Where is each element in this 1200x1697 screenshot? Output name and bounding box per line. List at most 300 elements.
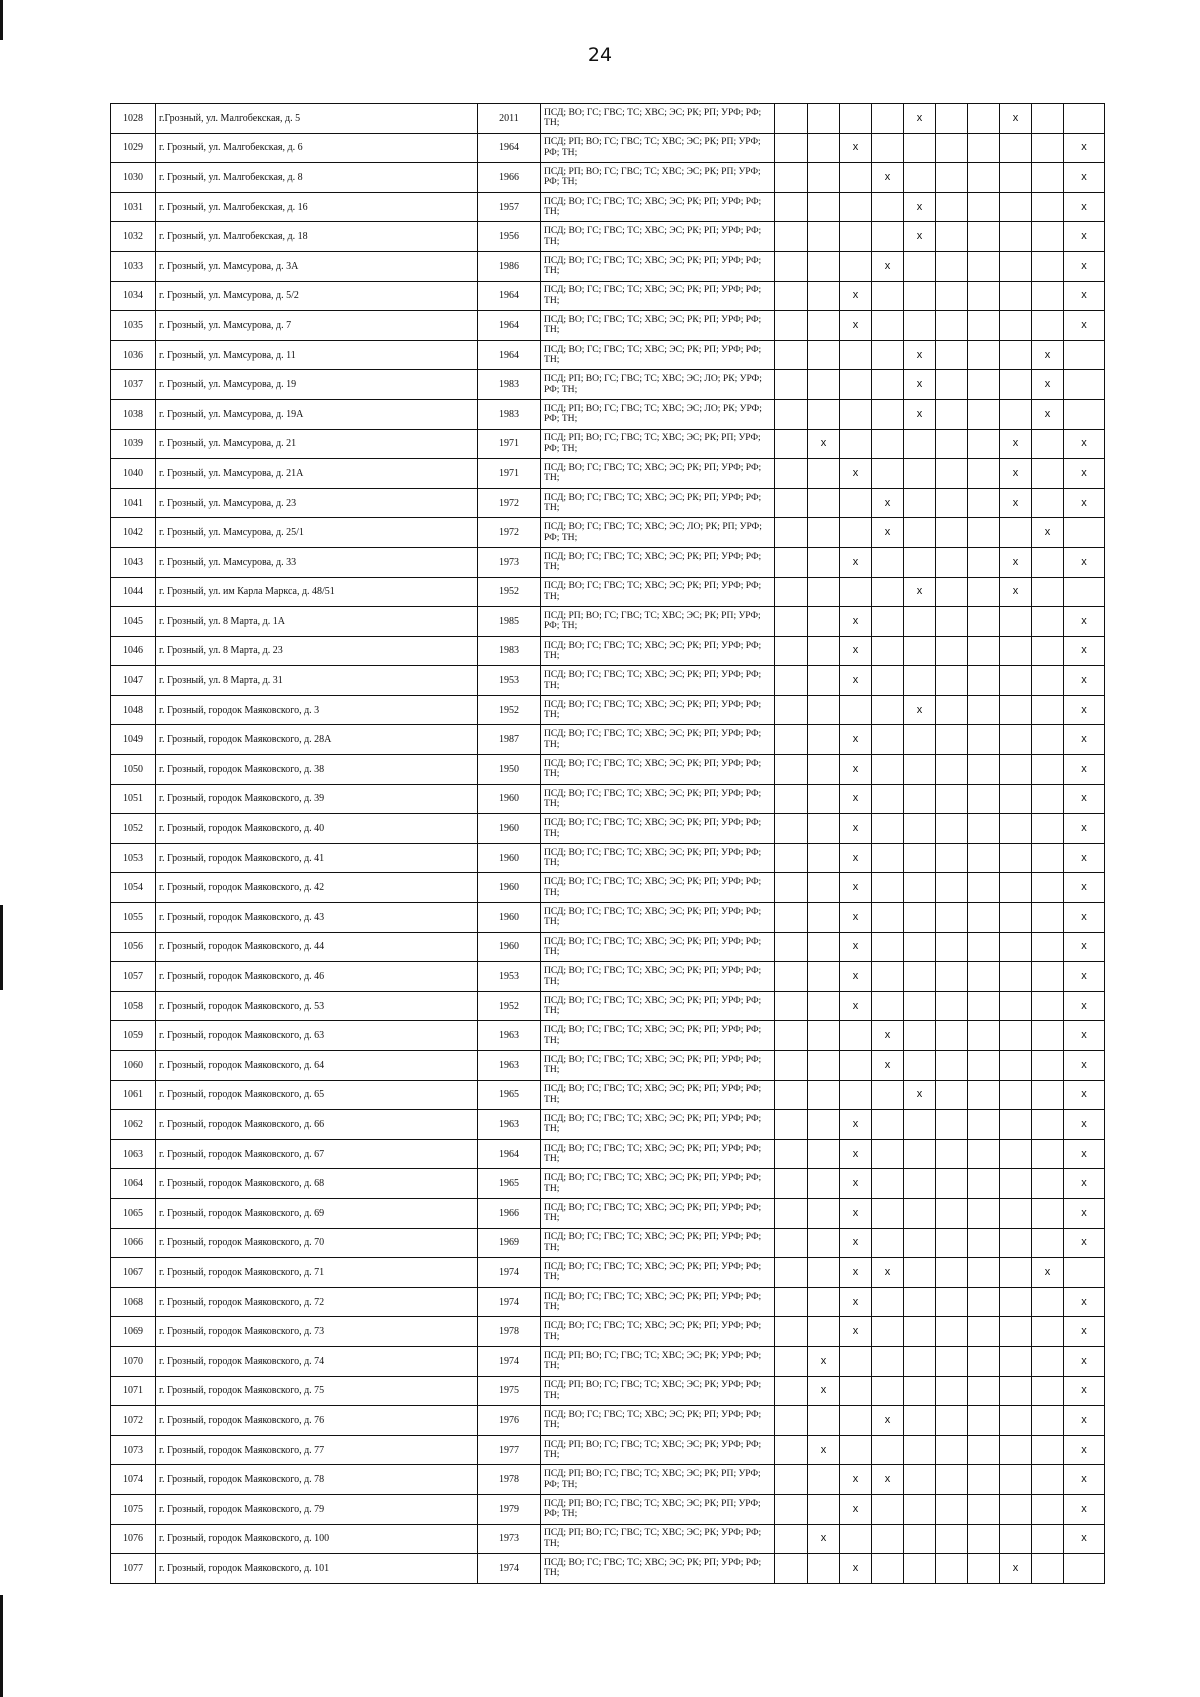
works-cell: ПСД; ВО; ГС; ГВС; ТС; ХВС; ЭС; РК; РП; УРФ; РФ; ТН; (541, 903, 775, 933)
mark-cell: x (1064, 251, 1105, 281)
mark-cell: x (1064, 1465, 1105, 1495)
table-row (111, 1258, 1105, 1288)
year-cell: 1957 (478, 192, 541, 222)
mark-cell (808, 1317, 840, 1347)
address-cell: г. Грозный, ул. Мамсурова, д. 25/1 (156, 518, 478, 548)
mark-cell (936, 311, 968, 341)
mark-cell (840, 695, 872, 725)
works-cell: ПСД; ВО; ГС; ГВС; ТС; ХВС; ЭС; РК; РП; УРФ; РФ; ТН; (541, 962, 775, 992)
mark-cell (1000, 399, 1032, 429)
mark-cell (904, 1139, 936, 1169)
mark-cell (968, 784, 1000, 814)
table-row (111, 1228, 1105, 1258)
mark-cell (936, 1021, 968, 1051)
mark-cell (968, 1051, 1000, 1081)
mark-cell: x (1064, 725, 1105, 755)
mark-cell (808, 1021, 840, 1051)
mark-cell (1032, 932, 1064, 962)
mark-cell (840, 1406, 872, 1436)
mark-cell (1000, 962, 1032, 992)
row-number-cell: 1038 (111, 399, 156, 429)
works-cell: ПСД; РП; ВО; ГС; ГВС; ТС; ХВС; ЭС; РК; УРФ; РФ; ТН; (541, 1346, 775, 1376)
mark-cell (968, 1198, 1000, 1228)
address-cell: г. Грозный, ул. Малгобекская, д. 18 (156, 222, 478, 252)
mark-cell (936, 1346, 968, 1376)
year-cell: 1964 (478, 340, 541, 370)
year-cell: 1971 (478, 429, 541, 459)
mark-cell (872, 399, 904, 429)
mark-cell (968, 1317, 1000, 1347)
mark-cell (872, 1524, 904, 1554)
works-cell: ПСД; ВО; ГС; ГВС; ТС; ХВС; ЭС; РК; РП; УРФ; РФ; ТН; (541, 1554, 775, 1584)
mark-cell (968, 547, 1000, 577)
mark-cell: x (1000, 547, 1032, 577)
mark-cell (872, 1376, 904, 1406)
row-number-cell: 1070 (111, 1346, 156, 1376)
mark-cell (1000, 932, 1032, 962)
year-cell: 1965 (478, 1080, 541, 1110)
mark-cell (808, 104, 840, 134)
table-row (111, 1554, 1105, 1584)
mark-cell (1064, 370, 1105, 400)
address-cell: г. Грозный, городок Маяковского, д. 74 (156, 1346, 478, 1376)
mark-cell (775, 488, 808, 518)
mark-cell: x (1064, 962, 1105, 992)
row-number-cell: 1077 (111, 1554, 156, 1584)
mark-cell (808, 281, 840, 311)
works-cell: ПСД; ВО; ГС; ГВС; ТС; ХВС; ЭС; РК; РП; УРФ; РФ; ТН; (541, 281, 775, 311)
row-number-cell: 1042 (111, 518, 156, 548)
scan-edge-top (0, 0, 3, 40)
mark-cell (936, 1465, 968, 1495)
mark-cell (872, 340, 904, 370)
mark-cell (872, 459, 904, 489)
table-row (111, 577, 1105, 607)
mark-cell (968, 755, 1000, 785)
mark-cell: x (840, 281, 872, 311)
table-row (111, 1465, 1105, 1495)
mark-cell: x (1064, 459, 1105, 489)
mark-cell: x (1064, 755, 1105, 785)
mark-cell (936, 962, 968, 992)
row-number-cell: 1039 (111, 429, 156, 459)
mark-cell (808, 666, 840, 696)
mark-cell: x (840, 991, 872, 1021)
mark-cell (872, 577, 904, 607)
works-cell: ПСД; ВО; ГС; ГВС; ТС; ХВС; ЭС; РК; РП; УРФ; РФ; ТН; (541, 1317, 775, 1347)
address-cell: г. Грозный, городок Маяковского, д. 42 (156, 873, 478, 903)
mark-cell (872, 932, 904, 962)
works-cell: ПСД; ВО; ГС; ГВС; ТС; ХВС; ЭС; РК; РП; УРФ; РФ; ТН; (541, 1021, 775, 1051)
year-cell: 1985 (478, 607, 541, 637)
mark-cell (1032, 1346, 1064, 1376)
table-row (111, 192, 1105, 222)
mark-cell (1032, 784, 1064, 814)
mark-cell (808, 725, 840, 755)
year-cell: 1956 (478, 222, 541, 252)
mark-cell (872, 281, 904, 311)
mark-cell (904, 607, 936, 637)
mark-cell (872, 666, 904, 696)
address-cell: г. Грозный, городок Маяковского, д. 73 (156, 1317, 478, 1347)
row-number-cell: 1036 (111, 340, 156, 370)
mark-cell: x (840, 1317, 872, 1347)
address-cell: г. Грозный, ул. Мамсурова, д. 33 (156, 547, 478, 577)
mark-cell (904, 1317, 936, 1347)
mark-cell: x (1064, 1198, 1105, 1228)
mark-cell (1000, 755, 1032, 785)
mark-cell (808, 1198, 840, 1228)
mark-cell: x (872, 1406, 904, 1436)
address-cell: г. Грозный, городок Маяковского, д. 70 (156, 1228, 478, 1258)
row-number-cell: 1075 (111, 1494, 156, 1524)
address-cell: г. Грозный, городок Маяковского, д. 40 (156, 814, 478, 844)
mark-cell: x (1064, 1139, 1105, 1169)
mark-cell: x (1064, 488, 1105, 518)
table-row (111, 133, 1105, 163)
mark-cell (968, 962, 1000, 992)
mark-cell (775, 222, 808, 252)
mark-cell (872, 1228, 904, 1258)
mark-cell: x (1064, 695, 1105, 725)
address-cell: г. Грозный, ул. Мамсурова, д. 3А (156, 251, 478, 281)
mark-cell (1000, 1258, 1032, 1288)
mark-cell: x (1032, 399, 1064, 429)
mark-cell (904, 903, 936, 933)
mark-cell (936, 222, 968, 252)
mark-cell (1000, 340, 1032, 370)
mark-cell: x (1064, 311, 1105, 341)
address-cell: г. Грозный, городок Маяковского, д. 63 (156, 1021, 478, 1051)
mark-cell (808, 636, 840, 666)
mark-cell: x (840, 1554, 872, 1584)
year-cell: 1978 (478, 1465, 541, 1495)
row-number-cell: 1065 (111, 1198, 156, 1228)
address-cell: г. Грозный, городок Маяковского, д. 39 (156, 784, 478, 814)
mark-cell (936, 370, 968, 400)
row-number-cell: 1060 (111, 1051, 156, 1081)
mark-cell (775, 547, 808, 577)
mark-cell (1032, 1494, 1064, 1524)
mark-cell: x (1064, 547, 1105, 577)
mark-cell (1000, 518, 1032, 548)
address-cell: г. Грозный, городок Маяковского, д. 44 (156, 932, 478, 962)
table-row (111, 340, 1105, 370)
mark-cell (1064, 1258, 1105, 1288)
mark-cell (775, 1465, 808, 1495)
mark-cell: x (840, 1494, 872, 1524)
mark-cell (1000, 1198, 1032, 1228)
year-cell: 1987 (478, 725, 541, 755)
mark-cell: x (1000, 577, 1032, 607)
row-number-cell: 1035 (111, 311, 156, 341)
mark-cell (904, 932, 936, 962)
mark-cell (1032, 1435, 1064, 1465)
mark-cell (1032, 843, 1064, 873)
mark-cell (936, 340, 968, 370)
mark-cell (1032, 1406, 1064, 1436)
address-cell: г. Грозный, городок Маяковского, д. 68 (156, 1169, 478, 1199)
mark-cell (775, 1258, 808, 1288)
mark-cell (775, 725, 808, 755)
mark-cell (808, 814, 840, 844)
row-number-cell: 1062 (111, 1110, 156, 1140)
mark-cell (1000, 1228, 1032, 1258)
mark-cell (904, 991, 936, 1021)
mark-cell (872, 1554, 904, 1584)
works-cell: ПСД; ВО; ГС; ГВС; ТС; ХВС; ЭС; РК; РП; УРФ; РФ; ТН; (541, 814, 775, 844)
mark-cell (936, 488, 968, 518)
mark-cell (1032, 962, 1064, 992)
mark-cell (808, 1139, 840, 1169)
mark-cell (872, 725, 904, 755)
row-number-cell: 1046 (111, 636, 156, 666)
mark-cell (968, 903, 1000, 933)
year-cell: 1953 (478, 666, 541, 696)
works-cell: ПСД; ВО; ГС; ГВС; ТС; ХВС; ЭС; РК; РП; УРФ; РФ; ТН; (541, 695, 775, 725)
mark-cell (808, 873, 840, 903)
mark-cell (808, 903, 840, 933)
mark-cell: x (1032, 370, 1064, 400)
address-cell: г. Грозный, ул. Мамсурова, д. 19 (156, 370, 478, 400)
mark-cell (904, 281, 936, 311)
works-cell: ПСД; ВО; ГС; ГВС; ТС; ХВС; ЭС; РК; РП; УРФ; РФ; ТН; (541, 192, 775, 222)
mark-cell (904, 459, 936, 489)
mark-cell (1000, 251, 1032, 281)
mark-cell (775, 1139, 808, 1169)
mark-cell (872, 133, 904, 163)
mark-cell (1032, 222, 1064, 252)
mark-cell (968, 104, 1000, 134)
mark-cell (904, 1110, 936, 1140)
mark-cell (904, 1376, 936, 1406)
table-row (111, 962, 1105, 992)
mark-cell (872, 1198, 904, 1228)
mark-cell (808, 518, 840, 548)
mark-cell (1032, 1198, 1064, 1228)
mark-cell (840, 399, 872, 429)
mark-cell (1064, 340, 1105, 370)
row-number-cell: 1045 (111, 607, 156, 637)
mark-cell (1032, 1021, 1064, 1051)
year-cell: 1983 (478, 399, 541, 429)
row-number-cell: 1029 (111, 133, 156, 163)
mark-cell (872, 222, 904, 252)
mark-cell (1000, 192, 1032, 222)
row-number-cell: 1049 (111, 725, 156, 755)
mark-cell (1000, 1051, 1032, 1081)
row-number-cell: 1041 (111, 488, 156, 518)
table-row (111, 1406, 1105, 1436)
works-cell: ПСД; ВО; ГС; ГВС; ТС; ХВС; ЭС; РК; РП; УРФ; РФ; ТН; (541, 1287, 775, 1317)
row-number-cell: 1064 (111, 1169, 156, 1199)
mark-cell: x (1064, 281, 1105, 311)
mark-cell: x (808, 1346, 840, 1376)
year-cell: 1950 (478, 755, 541, 785)
mark-cell (808, 222, 840, 252)
mark-cell (840, 1435, 872, 1465)
mark-cell: x (840, 636, 872, 666)
mark-cell (904, 843, 936, 873)
mark-cell: x (904, 370, 936, 400)
address-cell: г. Грозный, ул. им Карла Маркса, д. 48/51 (156, 577, 478, 607)
works-cell: ПСД; ВО; ГС; ГВС; ТС; ХВС; ЭС; РК; РП; УРФ; РФ; ТН; (541, 1110, 775, 1140)
mark-cell (840, 222, 872, 252)
mark-cell (904, 1169, 936, 1199)
works-cell: ПСД; ВО; ГС; ГВС; ТС; ХВС; ЭС; РК; РП; УРФ; РФ; ТН; (541, 547, 775, 577)
mark-cell (936, 784, 968, 814)
mark-cell (904, 1228, 936, 1258)
row-number-cell: 1044 (111, 577, 156, 607)
mark-cell (904, 725, 936, 755)
table-row (111, 1139, 1105, 1169)
page-number: 24 (587, 44, 613, 66)
mark-cell: x (872, 251, 904, 281)
mark-cell (808, 1258, 840, 1288)
mark-cell: x (904, 222, 936, 252)
address-cell: г. Грозный, городок Маяковского, д. 28А (156, 725, 478, 755)
mark-cell (936, 163, 968, 193)
mark-cell: x (872, 518, 904, 548)
mark-cell (1032, 873, 1064, 903)
mark-cell (1032, 666, 1064, 696)
address-cell: г. Грозный, ул. Мамсурова, д. 21 (156, 429, 478, 459)
mark-cell (840, 1346, 872, 1376)
mark-cell (1032, 814, 1064, 844)
works-cell: ПСД; ВО; ГС; ГВС; ТС; ХВС; ЭС; РК; РП; УРФ; РФ; ТН; (541, 1406, 775, 1436)
mark-cell (904, 1435, 936, 1465)
mark-cell (1032, 133, 1064, 163)
year-cell: 1960 (478, 784, 541, 814)
mark-cell: x (1000, 488, 1032, 518)
mark-cell: x (1064, 1406, 1105, 1436)
mark-cell (904, 163, 936, 193)
table-row (111, 281, 1105, 311)
year-cell: 1972 (478, 488, 541, 518)
mark-cell (968, 873, 1000, 903)
mark-cell (904, 1524, 936, 1554)
mark-cell (1000, 1080, 1032, 1110)
mark-cell: x (1064, 1376, 1105, 1406)
mark-cell (1032, 459, 1064, 489)
mark-cell (936, 251, 968, 281)
mark-cell (808, 607, 840, 637)
table-row (111, 666, 1105, 696)
mark-cell (936, 1406, 968, 1436)
row-number-cell: 1032 (111, 222, 156, 252)
mark-cell (936, 1080, 968, 1110)
mark-cell: x (840, 133, 872, 163)
mark-cell: x (1032, 518, 1064, 548)
mark-cell (936, 577, 968, 607)
mark-cell (775, 459, 808, 489)
mark-cell: x (1000, 459, 1032, 489)
mark-cell (1032, 1465, 1064, 1495)
mark-cell (936, 1376, 968, 1406)
works-cell: ПСД; ВО; ГС; ГВС; ТС; ХВС; ЭС; РК; РП; УРФ; РФ; ТН; (541, 725, 775, 755)
mark-cell (840, 577, 872, 607)
row-number-cell: 1031 (111, 192, 156, 222)
mark-cell: x (872, 163, 904, 193)
mark-cell (808, 370, 840, 400)
table-row (111, 1110, 1105, 1140)
mark-cell: x (1064, 1435, 1105, 1465)
mark-cell (840, 1524, 872, 1554)
mark-cell (1000, 903, 1032, 933)
mark-cell (936, 1524, 968, 1554)
address-cell: г. Грозный, ул. Мамсурова, д. 21А (156, 459, 478, 489)
mark-cell: x (1064, 429, 1105, 459)
mark-cell (775, 1524, 808, 1554)
mark-cell: x (808, 1435, 840, 1465)
mark-cell (968, 1524, 1000, 1554)
year-cell: 1986 (478, 251, 541, 281)
address-cell: г.Грозный, ул. Малгобекская, д. 5 (156, 104, 478, 134)
mark-cell (872, 962, 904, 992)
mark-cell (808, 488, 840, 518)
table-row (111, 814, 1105, 844)
mark-cell (1032, 251, 1064, 281)
row-number-cell: 1063 (111, 1139, 156, 1169)
mark-cell: x (904, 695, 936, 725)
mark-cell (968, 814, 1000, 844)
mark-cell (1000, 1169, 1032, 1199)
mark-cell (775, 784, 808, 814)
table-row (111, 991, 1105, 1021)
works-cell: ПСД; ВО; ГС; ГВС; ТС; ХВС; ЭС; РК; РП; УРФ; РФ; ТН; (541, 1228, 775, 1258)
mark-cell (936, 1110, 968, 1140)
mark-cell (775, 814, 808, 844)
mark-cell (968, 1169, 1000, 1199)
row-number-cell: 1048 (111, 695, 156, 725)
mark-cell (872, 1317, 904, 1347)
row-number-cell: 1043 (111, 547, 156, 577)
mark-cell (904, 636, 936, 666)
mark-cell: x (1064, 1110, 1105, 1140)
mark-cell (968, 340, 1000, 370)
mark-cell (808, 1494, 840, 1524)
address-cell: г. Грозный, ул. Малгобекская, д. 8 (156, 163, 478, 193)
mark-cell (1032, 1051, 1064, 1081)
mark-cell: x (808, 1376, 840, 1406)
table-row (111, 1051, 1105, 1081)
mark-cell (936, 903, 968, 933)
mark-cell (936, 1258, 968, 1288)
mark-cell (1000, 281, 1032, 311)
mark-cell (872, 1494, 904, 1524)
mark-cell (872, 429, 904, 459)
mark-cell (775, 1021, 808, 1051)
mark-cell (936, 843, 968, 873)
year-cell: 1965 (478, 1169, 541, 1199)
works-cell: ПСД; ВО; ГС; ГВС; ТС; ХВС; ЭС; РК; РП; УРФ; РФ; ТН; (541, 1198, 775, 1228)
mark-cell: x (840, 755, 872, 785)
mark-cell (775, 370, 808, 400)
mark-cell (968, 488, 1000, 518)
mark-cell (872, 1287, 904, 1317)
year-cell: 1964 (478, 133, 541, 163)
mark-cell (968, 636, 1000, 666)
address-cell: г. Грозный, городок Маяковского, д. 67 (156, 1139, 478, 1169)
table-row (111, 518, 1105, 548)
mark-cell (904, 547, 936, 577)
year-cell: 1952 (478, 991, 541, 1021)
mark-cell (808, 932, 840, 962)
mark-cell (1032, 1554, 1064, 1584)
mark-cell (775, 281, 808, 311)
mark-cell (936, 1317, 968, 1347)
mark-cell: x (1064, 1287, 1105, 1317)
